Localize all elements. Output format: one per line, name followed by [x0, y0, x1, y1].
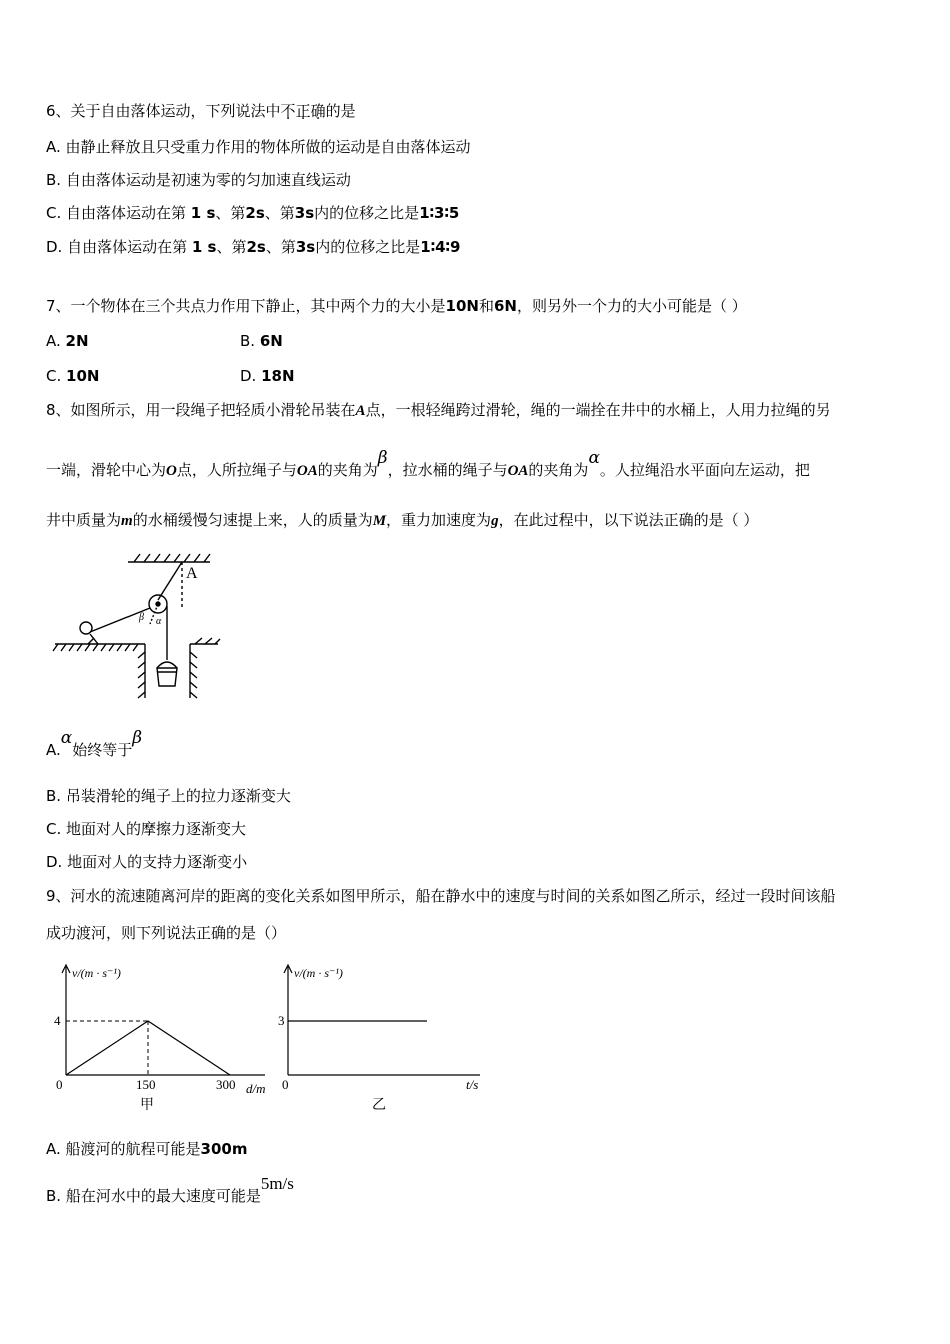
q6-d-sep1: 、第: [216, 238, 247, 256]
q8-text-10: 的水桶缓慢匀速提上来，人的质量为: [132, 511, 373, 529]
q7-force-1: 10N: [445, 297, 479, 315]
q6-d-1s: 1 s: [191, 238, 217, 256]
q9-b-text: B. 船在河水中的最大速度可能是: [46, 1187, 261, 1205]
q6-d-sep2: 、第: [265, 238, 296, 256]
q7-option-a: [46, 331, 89, 351]
jia-y-label: v/(m · s⁻¹): [72, 966, 121, 980]
q9-a-text: A. 船渡河的航程可能是: [46, 1140, 201, 1158]
jia-x-tick-300: 300: [216, 1077, 236, 1092]
q6-d-2s: 2s: [246, 238, 266, 256]
q7-a-label: A.: [46, 332, 61, 350]
q8-option-d: D. 地面对人的支持力逐渐变小: [46, 853, 248, 871]
q6-c-text2: 内的位移之比是: [314, 204, 420, 222]
q6-c-3s: 3s: [294, 204, 315, 222]
q9-stem-line1: 9、河水的流速随离河岸的距离的变化关系如图甲所示，船在静水中的速度与时间的关系如图乙所示，经过一段时间该船: [46, 887, 836, 905]
q8-a-alpha: α: [60, 728, 73, 748]
q8-var-g: g: [491, 513, 499, 529]
q6-c-sep1: 、第: [215, 204, 246, 222]
q8-var-a: A: [355, 403, 366, 419]
q6-stem-end: 的是: [325, 102, 356, 120]
q8-stem-line1: [46, 400, 831, 421]
q8-text-4: 点，人所拉绳子与: [176, 461, 297, 479]
q6-c-1s: 1 s: [190, 204, 216, 222]
yi-y-tick-3: 3: [278, 1013, 285, 1028]
q6-c-sep2: 、第: [264, 204, 295, 222]
chart-yi: [270, 955, 490, 1115]
q7-d-label: D.: [240, 367, 257, 385]
yi-y-label: v/(m · s⁻¹): [294, 966, 343, 980]
figure-label-beta: β: [139, 612, 144, 623]
q9-b-value: 5m/s: [260, 1174, 294, 1193]
q7-a-value: 2N: [65, 332, 89, 350]
q6-option-c: [46, 203, 459, 223]
q7-d-value: 18N: [261, 367, 295, 385]
q8-var-oa: OA: [296, 463, 318, 479]
q8-option-c: C. 地面对人的摩擦力逐渐变大: [46, 820, 247, 838]
q8-text-12: ，在此过程中，以下说法正确的是（ ）: [498, 511, 759, 529]
q8-var-big-m: M: [372, 513, 387, 529]
yi-x-tick-0: 0: [282, 1077, 289, 1092]
q8-a-text: 始终等于: [72, 741, 133, 759]
q6-option-d: [46, 237, 460, 257]
q9-a-value: 300m: [200, 1140, 248, 1158]
q7-force-2: 6N: [494, 297, 517, 315]
q9-option-a: [46, 1139, 248, 1159]
q8-beta: β: [377, 448, 388, 468]
q6-c-ratio: 1∶3∶5: [419, 204, 460, 222]
q7-option-c: [46, 366, 99, 386]
q6-emph-1: 不: [280, 102, 296, 120]
q8-var-m: m: [121, 513, 133, 529]
q8-text-5: 的夹角为: [317, 461, 378, 479]
q7-option-d: [240, 366, 295, 386]
q9-option-b: [46, 1174, 294, 1206]
pulley-well-figure: [50, 548, 225, 703]
figure-label-alpha: α: [156, 616, 162, 627]
q7-stem: [46, 296, 747, 316]
q6-emph-2: 正: [295, 102, 311, 120]
yi-x-label: t/s: [466, 1077, 479, 1092]
q8-var-oa-2: OA: [507, 463, 529, 479]
q8-text-1: 8、如图所示，用一段绳子把轻质小滑轮吊装在: [46, 401, 356, 419]
yi-caption: 乙: [372, 1098, 386, 1113]
q6-stem: [46, 101, 356, 121]
q8-text-7: 的夹角为: [528, 461, 589, 479]
q8-text-8: 。人拉绳沿水平面向左运动，把: [599, 461, 810, 479]
q7-and: 和: [478, 297, 494, 315]
q6-d-text: D. 自由落体运动在第: [46, 238, 188, 256]
q6-option-b: B. 自由落体运动是初速为零的匀加速直线运动: [46, 171, 351, 189]
q8-option-a: [46, 728, 143, 760]
figure-label-a: A: [186, 565, 198, 582]
q8-a-beta: β: [132, 728, 143, 748]
q8-a-label: A.: [46, 741, 61, 759]
jia-x-label: d/m: [246, 1081, 266, 1096]
jia-x-tick-150: 150: [136, 1077, 156, 1092]
q7-stem-end: ，则另外一个力的大小可能是（ ）: [517, 297, 747, 315]
q6-emph-3: 确: [310, 102, 326, 120]
q6-c-text: C. 自由落体运动在第: [46, 204, 187, 222]
q7-b-label: B.: [240, 332, 256, 350]
jia-caption: 甲: [140, 1098, 154, 1113]
q8-text-9: 井中质量为: [46, 511, 122, 529]
q7-stem-text: 7、一个物体在三个共点力作用下静止，其中两个力的大小是: [46, 297, 446, 315]
q7-c-value: 10N: [66, 367, 100, 385]
q8-text-11: ，重力加速度为: [386, 511, 492, 529]
q7-b-value: 6N: [259, 332, 283, 350]
q8-option-b: B. 吊装滑轮的绳子上的拉力逐渐变大: [46, 787, 291, 805]
q6-d-3s: 3s: [295, 238, 316, 256]
q6-d-text2: 内的位移之比是: [315, 238, 421, 256]
q6-option-a: A. 由静止释放且只受重力作用的物体所做的运动是自由落体运动: [46, 138, 471, 156]
q8-stem-line2: [46, 448, 810, 481]
q8-text-2: 点，一根轻绳跨过滑轮，绳的一端拴在井中的水桶上，人用力拉绳的另: [365, 401, 831, 419]
chart-jia: [40, 955, 280, 1115]
q8-alpha: α: [588, 448, 600, 468]
q8-text-3: 一端，滑轮中心为: [46, 461, 167, 479]
q7-c-label: C.: [46, 367, 62, 385]
q8-stem-line3: [46, 510, 758, 531]
q6-stem-text: 6、关于自由落体运动，下列说法中: [46, 102, 281, 120]
q6-c-2s: 2s: [245, 204, 265, 222]
q8-var-o: O: [166, 463, 177, 479]
q6-d-ratio: 1∶4∶9: [420, 238, 461, 256]
q7-option-b: [240, 331, 283, 351]
jia-y-tick-4: 4: [54, 1013, 61, 1028]
jia-x-tick-0: 0: [56, 1077, 63, 1092]
q9-stem-line2: 成功渡河，则下列说法正确的是（）: [46, 924, 287, 942]
q8-text-6: ，拉水桶的绳子与: [387, 461, 508, 479]
